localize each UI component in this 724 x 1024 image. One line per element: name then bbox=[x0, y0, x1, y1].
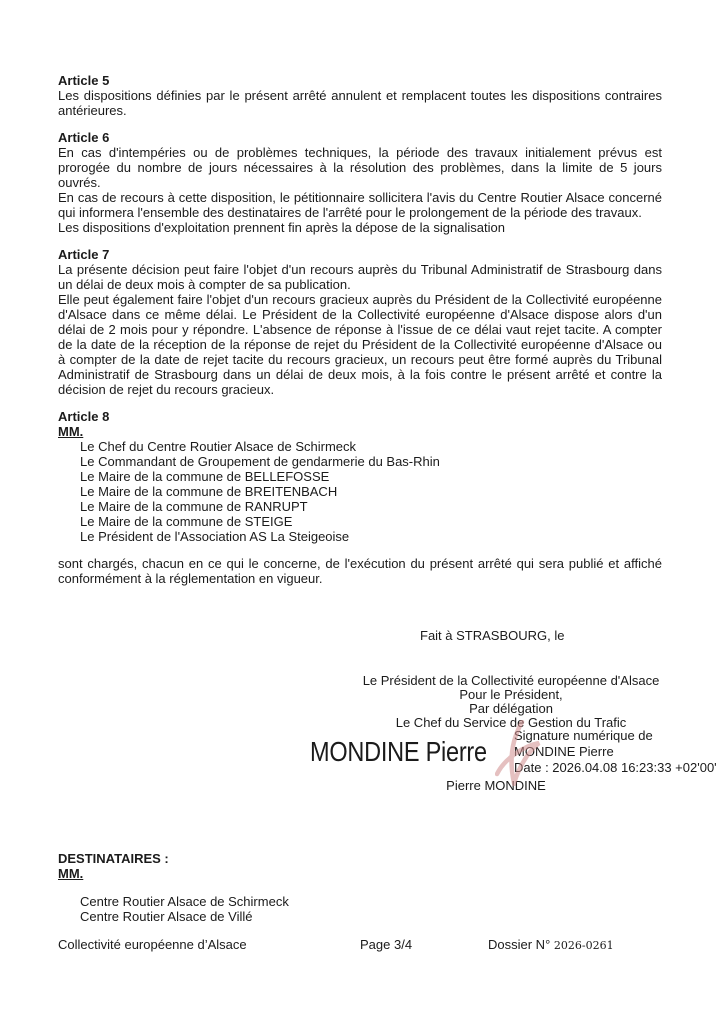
recipient-item: Le Président de l'Association AS La Steigeoise bbox=[80, 529, 350, 544]
article-7 bbox=[58, 247, 662, 397]
destinataires-mm-label: MM. bbox=[58, 866, 84, 881]
destinataire-item: Centre Routier Alsace de Villé bbox=[80, 909, 253, 924]
signature-title-line: Par délégation bbox=[469, 701, 553, 716]
article-6-paragraph-3: Les dispositions d'exploitation prennent fin après la dépose de la signalisation bbox=[58, 220, 505, 235]
article-6-title: Article 6 bbox=[58, 130, 110, 145]
page-footer bbox=[58, 937, 662, 953]
digital-signature-line: Signature numérique de bbox=[514, 728, 653, 743]
destinataire-item: Centre Routier Alsace de Schirmeck bbox=[80, 894, 289, 909]
digital-signature-block bbox=[310, 726, 717, 778]
article-6 bbox=[58, 130, 662, 235]
article-7-title: Article 7 bbox=[58, 247, 110, 262]
article-5 bbox=[58, 73, 662, 118]
signature-title-block bbox=[360, 674, 662, 730]
article-8-title: Article 8 bbox=[58, 409, 110, 424]
digital-signature-details bbox=[514, 728, 717, 776]
recipient-item: Le Maire de la commune de STEIGE bbox=[80, 514, 293, 529]
article-8 bbox=[58, 409, 662, 586]
article-5-paragraph-1: Les dispositions définies par le présent arrêté annulent et remplacent toutes les dispositions contraires antérieures. bbox=[58, 88, 662, 118]
footer-dossier-number: 2026-0261 bbox=[553, 939, 614, 952]
recipient-item: Le Maire de la commune de BREITENBACH bbox=[80, 484, 338, 499]
digital-signature-line: Date : 2026.04.08 16:23:33 +02'00' bbox=[514, 760, 717, 775]
signature-title-line: Pour le Président, bbox=[459, 687, 563, 702]
signature-title-line: Le Chef du Service de Gestion du Trafic bbox=[395, 715, 627, 730]
signature-title-line: Le Président de la Collectivité européenne d'Alsace bbox=[362, 673, 660, 688]
destinataires-section bbox=[58, 851, 662, 924]
recipient-item: Le Chef du Centre Routier Alsace de Schirmeck bbox=[80, 439, 357, 454]
destinataires-list bbox=[58, 894, 662, 924]
footer-page-number: Page 3/4 bbox=[360, 937, 413, 952]
signatory-printed-name: Pierre MONDINE bbox=[446, 778, 546, 793]
recipient-item: Le Maire de la commune de BELLEFOSSE bbox=[80, 469, 330, 484]
footer-dossier-label: Dossier N° bbox=[488, 937, 551, 952]
destinataires-title: DESTINATAIRES : bbox=[58, 851, 169, 866]
footer-dossier bbox=[488, 937, 662, 953]
recipient-item: Le Commandant de Groupement de gendarmerie du Bas-Rhin bbox=[80, 454, 440, 469]
digital-signature-line: MONDINE Pierre bbox=[514, 744, 614, 759]
article-7-paragraph-1: La présente décision peut faire l'objet d'un recours auprès du Tribunal Administratif de Strasbourg dans un délai de deux mois à compter de sa publication. bbox=[58, 262, 662, 292]
signatory-big-name: MONDINE Pierre bbox=[310, 736, 487, 767]
article-8-mm-label: MM. bbox=[58, 424, 84, 439]
footer-organization: Collectivité européenne d’Alsace bbox=[58, 937, 247, 952]
signature-place-date-line: Fait à STRASBOURG, le bbox=[420, 628, 565, 643]
article-6-paragraph-1: En cas d'intempéries ou de problèmes techniques, la période des travaux initialement prévus est prorogée du nombre de jours nécessaires à la résolution des problèmes, dans la limite de 5 jours ouvrés. bbox=[58, 145, 662, 190]
article-7-paragraph-2: Elle peut également faire l'objet d'un recours gracieux auprès du Président de la Collectivité européenne d'Alsace dans ce même délai. Le Président de la Collectivité européenne d'Alsace dispose alors d'un délai de 2 mois pour y répondre. L'absence de réponse à l'issue de ce délai vaut rejet tacite. A compter de la date de la réception de la réponse de rejet du Président de la Collectivité européenne d'Alsace ou à compter de la date de rejet tacite du recours gracieux, un recours peut être formé auprès du Tribunal Administratif de Strasbourg dans un délai de deux mois, à la fois contre le présent arrêté et contre la décision de rejet du recours gracieux. bbox=[58, 292, 662, 397]
article-5-title: Article 5 bbox=[58, 73, 110, 88]
article-8-closing-paragraph: sont chargés, chacun en ce qui le concerne, de l'exécution du présent arrêté qui sera publié et affiché conformément à la réglementation en vigueur. bbox=[58, 556, 662, 586]
article-6-paragraph-2: En cas de recours à cette disposition, le pétitionnaire sollicitera l'avis du Centre Routier Alsace concerné qui informera l'ensemble des destinataires de l'arrêté pour le prolongement de la période des travaux. bbox=[58, 190, 662, 220]
recipient-item: Le Maire de la commune de RANRUPT bbox=[80, 499, 308, 514]
signatory-big-name-wrap bbox=[310, 737, 506, 767]
article-8-recipient-list bbox=[58, 439, 662, 544]
